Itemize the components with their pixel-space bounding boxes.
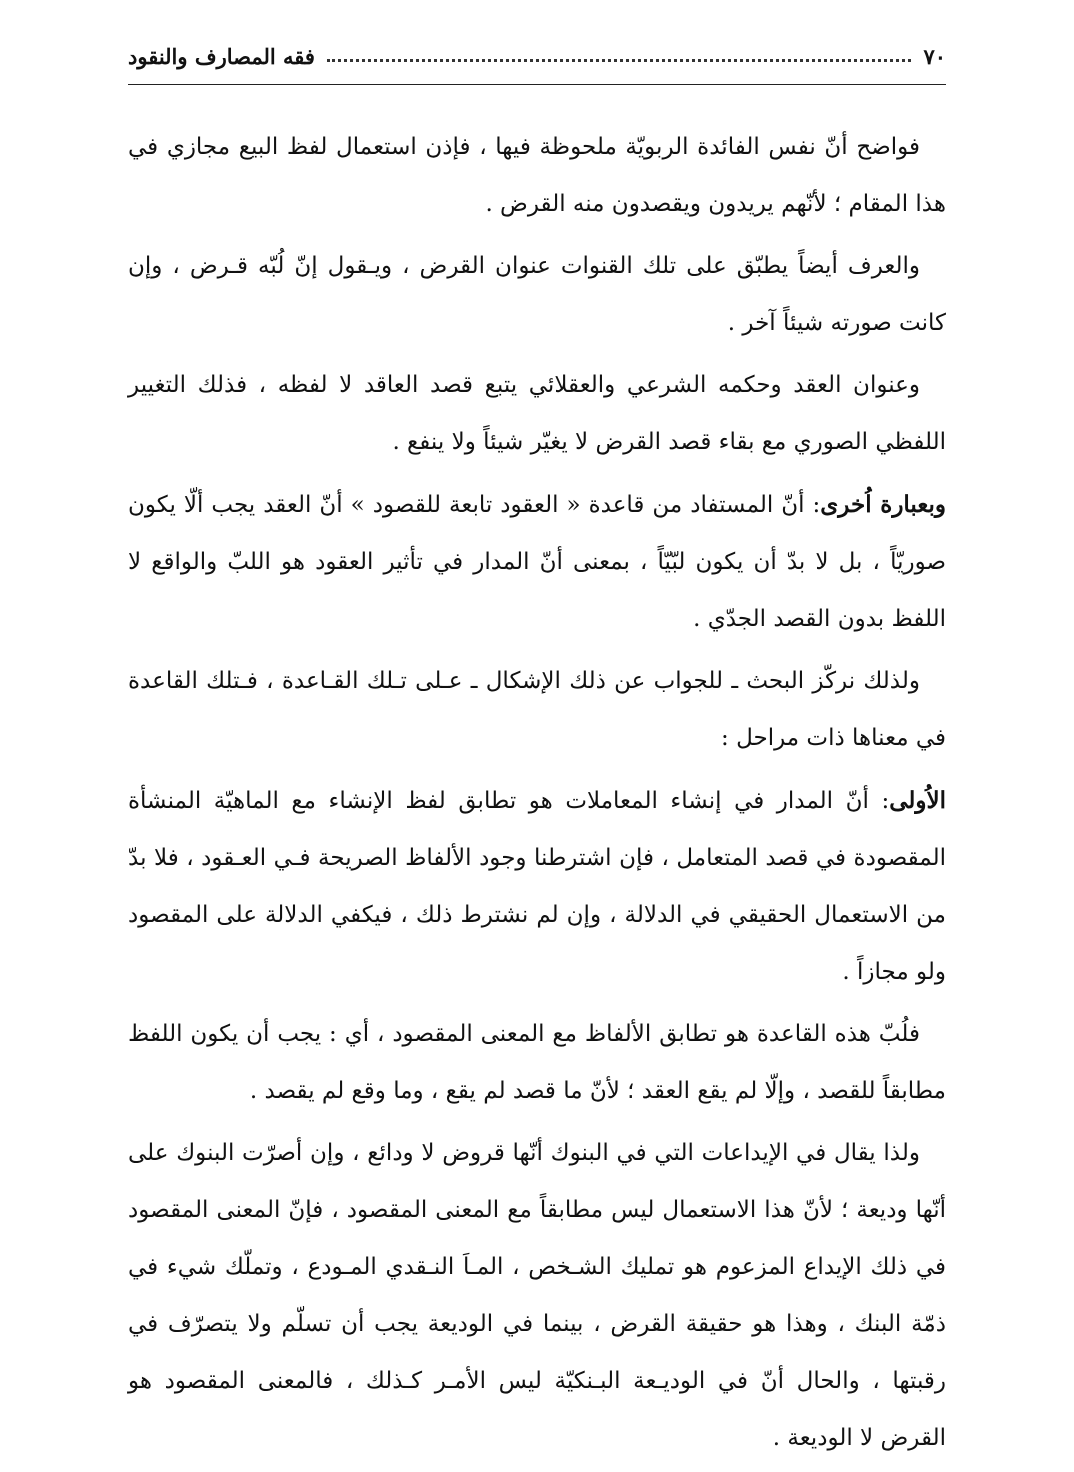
running-title: فقه المصارف والنقود <box>128 43 315 69</box>
paragraph <box>128 238 946 352</box>
paragraph-text: ولذلك نركّز البحث ـ للجواب عن ذلك الإشكال ـ عـلى تـلك القـاعدة ، فـتلك القاعدة في معناها ذات مراحل : <box>128 668 946 751</box>
paragraph <box>128 357 946 471</box>
dotted-leader <box>327 59 911 62</box>
paragraph-text: : أنّ المدار في إنشاء المعاملات هو تطابق لفظ الإنشاء مع الماهيّة المنشأة المقصودة في قصد المتعامل ، فإن اشترطنا وجود الألفاظ الصريحة فـي العـقود ، فلا بدّ من الاستعمال الحقيقي في الدلالة ، وإن لم نشترط ذلك ، فيكفي الدلالة على المقصود ولو مجازاً . <box>128 788 946 985</box>
body-text <box>128 119 946 1467</box>
paragraph <box>128 1125 946 1467</box>
paragraph-text: والعرف أيضاً يطبّق على تلك القنوات عنوان القرض ، ويـقول إنّ لُبّه قـرض ، وإن كانت صورته شيئاً آخر . <box>128 253 946 336</box>
paragraph <box>128 772 946 1001</box>
paragraph-text: : أنّ المستفاد من قاعدة « العقود تابعة للقصود » أنّ العقد يجب ألّا يكون صوريّاً ، بل لا بدّ أن يكون لبّيّاً ، بمعنى أنّ المدار في تأثير العقود هو اللبّ والواقع لا اللفظ بدون القصد الجدّي . <box>128 492 946 632</box>
paragraph <box>128 476 946 648</box>
paragraph-text: فلُبّ هذه القاعدة هو تطابق الألفاظ مع المعنى المقصود ، أي : يجب أن يكون اللفظ مطابقاً للقصد ، وإلّا لم يقع العقد ؛ لأنّ ما قصد لم يقع ، وما وقع لم يقصد . <box>128 1021 946 1104</box>
paragraph-text: فواضح أنّ نفس الفائدة الربويّة ملحوظة فيها ، فإذن استعمال لفظ البيع مجازي في هذا المقام ؛ لأنّهم يريدون ويقصدون منه القرض . <box>128 134 946 217</box>
page-header <box>128 34 946 78</box>
paragraph <box>128 653 946 767</box>
paragraph-lead: الاُولى <box>889 787 946 814</box>
book-page <box>128 34 946 1472</box>
paragraph <box>128 119 946 233</box>
paragraph-lead: وبعبارة اُخرى <box>820 491 946 518</box>
paragraph-text: ولذا يقال في الإيداعات التي في البنوك أنّها قروض لا ودائع ، وإن أصرّت البنوك على أنّها وديعة ؛ لأنّ هذا الاستعمال ليس مطابقاً مع المعنى المقصود ، فإنّ المعنى المقصود في ذلك الإيداع المزعوم هو تمليك الشـخص ، المـاَ النـقدي المـودع ، وتملّك شيء في ذمّة البنك ، وهذا هو حقيقة القرض ، بينما في الوديعة يجب أن تسلّم ولا يتصرّف في رقبتها ، والحال أنّ في الوديـعة البـنكيّة ليس الأمـر كـذلك ، فالمعنى المقصود هو القرض لا الوديعة . <box>128 1140 946 1451</box>
header-rule <box>128 84 946 85</box>
paragraph-text: وعنوان العقد وحكمه الشرعي والعقلائي يتبع قصد العاقد لا لفظه ، فذلك التغيير اللفظي الصوري مع بقاء قصد القرض لا يغيّر شيئاً ولا ينفع . <box>128 372 946 455</box>
paragraph <box>128 1006 946 1120</box>
page-number: ٧٠ <box>923 43 946 69</box>
